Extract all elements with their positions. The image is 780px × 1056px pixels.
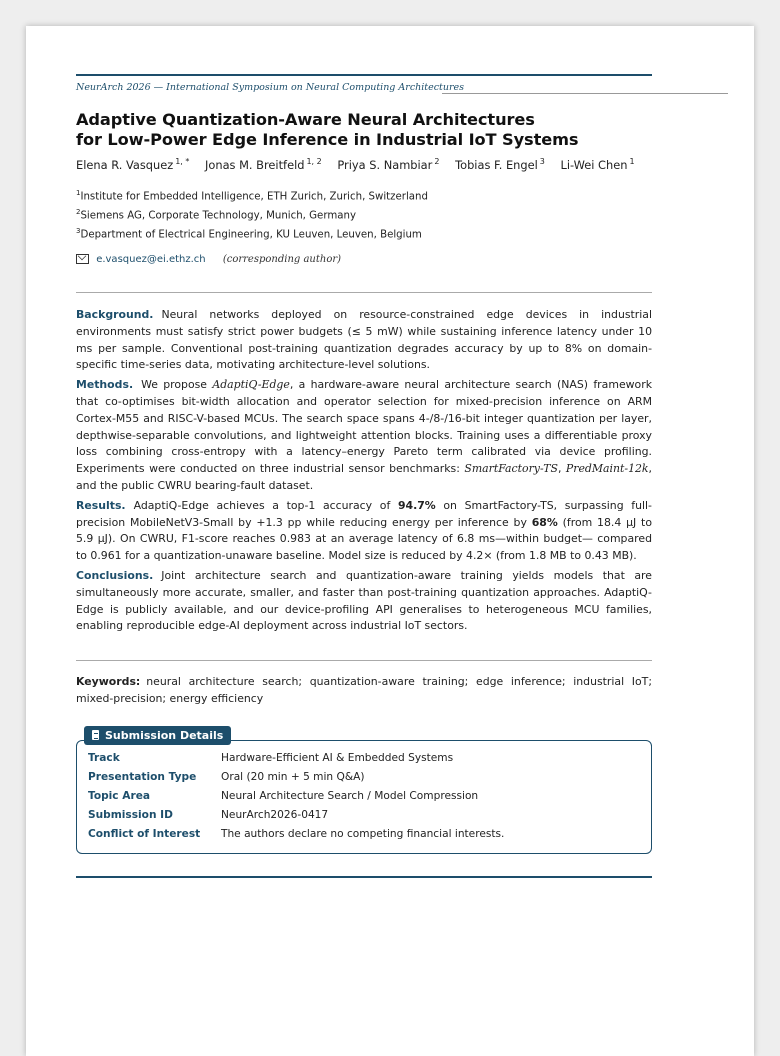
- detail-row: Presentation Type Oral (20 min + 5 min Q&A): [88, 771, 365, 783]
- keywords-text: neural architecture search; quantization-aware training; edge inference; industrial IoT; mixed-precision; energy efficiency: [76, 675, 652, 705]
- affiliation: $^3$Department of Electrical Engineering, KU Leuven, Leuven, Belgium: [76, 226, 422, 241]
- author: Priya S. Nambiar $^2$: [337, 157, 440, 172]
- divider: [76, 660, 652, 661]
- abstract: [76, 307, 652, 638]
- detail-row: Submission ID NeurArch2026-0417: [88, 809, 329, 821]
- author-list: [76, 157, 652, 172]
- author: Li-Wei Chen $^1$: [560, 157, 635, 172]
- abstract-background: Background. Neural networks deployed on resource-constrained edge devices in industrial environments must satisfy strict power budgets (≤ 5 mW) while sustaining inference latency under 10 ms per sample. Conventional post-training quantization degrades accuracy by up to 8% on domain-specific time-series data, motivating architecture-level solutions.: [76, 308, 652, 372]
- detail-row: Track Hardware-Efficient AI & Embedded Systems: [88, 752, 454, 764]
- divider: [76, 292, 652, 293]
- detail-row: Topic Area Neural Architecture Search / Model Compression: [88, 790, 479, 802]
- running-head: NeurArch 2026 — International Symposium on Neural Computing Architectures: [76, 82, 465, 93]
- envelope-icon: [76, 254, 89, 264]
- submission-details-table: [88, 749, 638, 844]
- contact-line: [76, 254, 341, 265]
- header-rule: [76, 74, 652, 76]
- author: Elena R. Vasquez $^{1, *}$: [76, 157, 190, 172]
- clipboard-icon: [92, 730, 99, 740]
- author: Jonas M. Breitfeld $^{1, 2}$: [205, 157, 322, 172]
- running-head-line: [442, 93, 728, 94]
- abstract-results: Results. AdaptiQ-Edge achieves a top-1 accuracy of 94.7% on SmartFactory-TS, surpassing full-precision MobileNetV3-Small by +1.3 pp while reducing energy per inference by 68% (from 18.4 μJ to 5.9 μJ). On CWRU, F1-score reaches 0.983 at an average latency of 6.8 ms—within budget— compared to 0.961 for a quantization-unaware baseline. Model size is reduced by 4.2× (from 1.8 MB to 0.43 MB).: [76, 498, 652, 563]
- submission-details-heading: Submission Details: [84, 726, 231, 745]
- corresponding-note: (corresponding author): [222, 254, 342, 265]
- detail-row: Conflict of Interest The authors declare no competing financial interests.: [88, 828, 505, 840]
- abstract-conclusions: Conclusions. Joint architecture search and quantization-aware training yields models that are simultaneously more accurate, smaller, and faster than post-training quantization approaches. AdaptiQ-Edge is publicly available, and our device-profiling API generalises to heterogeneous MCU families, enabling reproducible edge-AI deployment across industrial IoT sectors.: [76, 568, 652, 633]
- email-link[interactable]: e.vasquez@ei.ethz.ch: [96, 254, 206, 265]
- affiliation: $^1$Institute for Embedded Intelligence, ETH Zurich, Zurich, Switzerland: [76, 189, 428, 203]
- author: Tobias F. Engel $^3$: [455, 157, 545, 172]
- paper-title: [76, 110, 652, 150]
- keywords-label: Keywords:: [76, 675, 141, 688]
- footer-rule: [76, 876, 652, 878]
- affiliation-list: [76, 186, 652, 243]
- title-line-1: Adaptive Quantization-Aware Neural Architectures: [76, 110, 535, 129]
- title-line-2: for Low-Power Edge Inference in Industrial IoT Systems: [76, 130, 579, 149]
- abstract-methods: Methods. We propose AdaptiQ-Edge, a hardware-aware neural architecture search (NAS) framework that co-optimises bit-width allocation and operator selection for mixed-precision inference on ARM Cortex-M55 and RISC-V-based MCUs. The search space spans 4-/8-/16-bit integer quantization per layer, depthwise-separable convolutions, and lightweight attention blocks. Training uses a differentiable proxy loss combining cross-entropy with a latency–energy Pareto term calibrated via device profiling. Experiments were conducted on three industrial sensor benchmarks: SmartFactory-TS, PredMaint-12k, and the public CWRU bearing-fault dataset.: [76, 378, 652, 492]
- affiliation: $^2$Siemens AG, Corporate Technology, Munich, Germany: [76, 207, 356, 222]
- keywords: [76, 673, 652, 707]
